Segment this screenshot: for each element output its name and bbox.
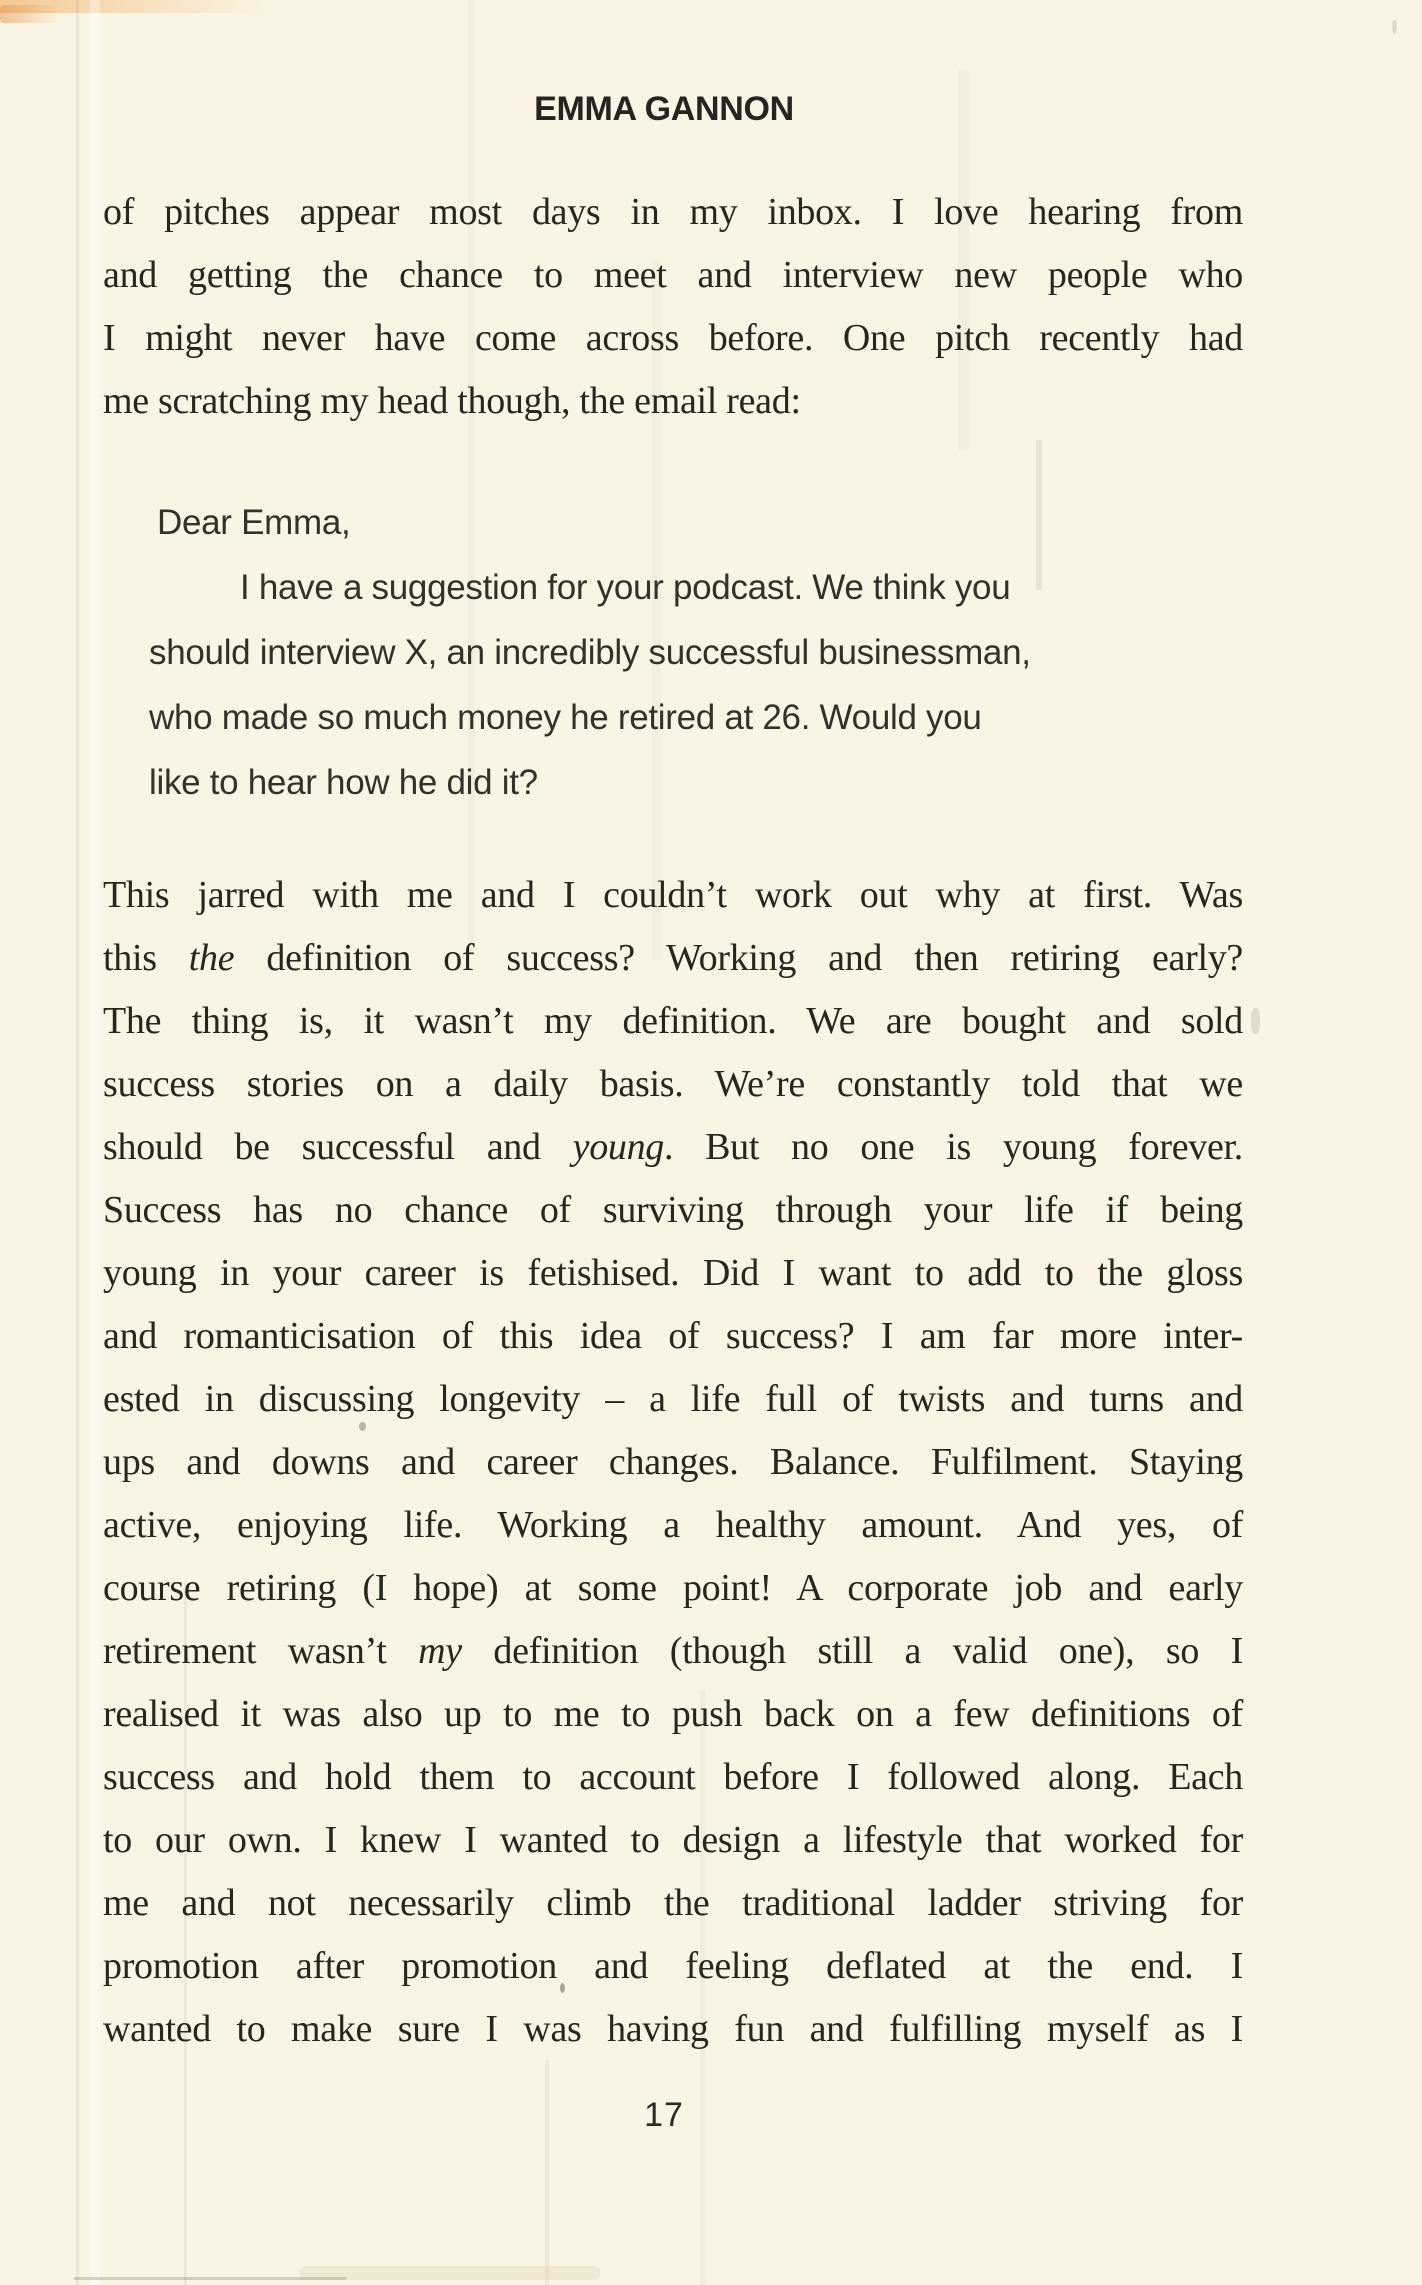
scan-artifact-crease — [545, 2060, 549, 2285]
text-line: me scratching my head though, the email read: — [103, 380, 801, 422]
text-line: should be successful and young. But no one is young forever. — [103, 1126, 1243, 1168]
text-line: Success has no chance of surviving through your life if being — [103, 1189, 1243, 1231]
text-line: This jarred with me and I couldn’t work out why at first. Was — [103, 874, 1243, 916]
text-line: active, enjoying life. Working a healthy amount. And yes, of — [103, 1504, 1243, 1546]
scan-artifact-warm-band — [0, 0, 270, 13]
text-line: young in your career is fetishised. Did I want to add to the gloss — [103, 1252, 1243, 1294]
running-header: EMMA GANNON — [534, 90, 794, 128]
text-line: course retiring (I hope) at some point! A corporate job and early — [103, 1567, 1243, 1609]
quote-line: like to hear how he did it? — [149, 763, 538, 802]
paragraph-intro — [103, 181, 1243, 433]
scan-artifact-smudge — [300, 2266, 600, 2280]
scan-artifact-crease — [90, 0, 100, 2285]
text-line: this the definition of success? Working and then retiring early? — [103, 937, 1244, 979]
text-line: success stories on a daily basis. We’re constantly told that we — [103, 1063, 1243, 1105]
text-line: me and not necessarily climb the traditional ladder striving for — [103, 1882, 1243, 1924]
text-line: of pitches appear most days in my inbox. I love hearing from — [103, 191, 1243, 233]
text-line: I might never have come across before. One pitch recently had — [103, 317, 1243, 359]
paragraph-main — [103, 864, 1243, 2061]
text-line: retirement wasn’t my definition (though still a valid one), so I — [103, 1630, 1243, 1672]
text-line: The thing is, it wasn’t my definition. We are bought and sold — [103, 1000, 1243, 1042]
scan-artifact-warm-blob — [0, 5, 60, 23]
text-line: promotion after promotion and feeling deflated at the end. I — [103, 1945, 1243, 1987]
text-line: success and hold them to account before I followed along. Each — [103, 1756, 1243, 1798]
email-quote — [149, 490, 1159, 815]
quote-line: I have a suggestion for your podcast. We think you — [240, 568, 1011, 607]
text-line: realised it was also up to me to push back on a few definitions of — [103, 1693, 1243, 1735]
scan-artifact-speck — [1392, 20, 1397, 34]
scan-artifact-edge-line — [74, 2277, 346, 2280]
quote-line: who made so much money he retired at 26. Would you — [149, 698, 982, 737]
text-line: to our own. I knew I wanted to design a lifestyle that worked for — [103, 1819, 1243, 1861]
page-number: 17 — [644, 2096, 684, 2134]
scan-artifact-speck — [1251, 1008, 1260, 1034]
text-line: and getting the chance to meet and interview new people who — [103, 254, 1243, 296]
quote-line: should interview X, an incredibly successful businessman, — [149, 633, 1031, 672]
quote-line: Dear Emma, — [157, 503, 351, 542]
text-line: ups and downs and career changes. Balance. Fulfilment. Staying — [103, 1441, 1243, 1483]
text-line: ested in discussing longevity – a life full of twists and turns and — [103, 1378, 1243, 1420]
scan-artifact-crease — [76, 0, 79, 2285]
text-line: wanted to make sure I was having fun and fulfilling myself as I — [103, 2008, 1243, 2050]
text-line: and romanticisation of this idea of success? I am far more inter- — [103, 1315, 1243, 1357]
